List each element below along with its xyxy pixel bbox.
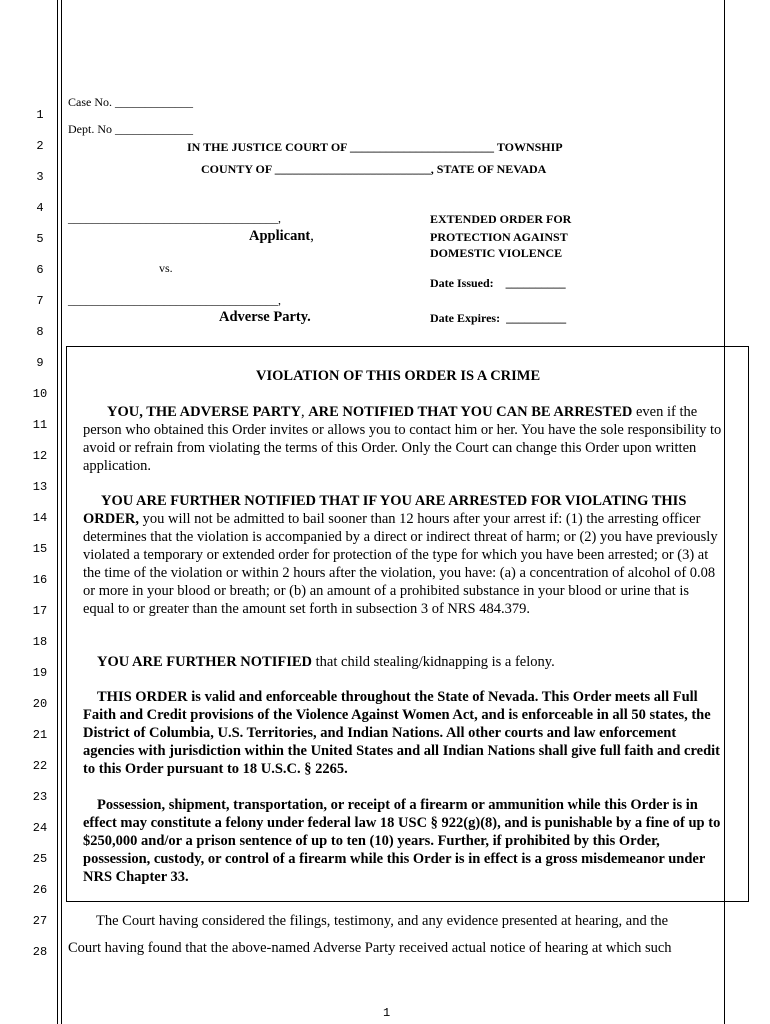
line-number: 23 [32,790,48,804]
line-number: 26 [32,883,48,897]
warning-paragraph-4 [83,688,723,778]
warning-paragraph-3 [83,653,723,671]
line-number: 9 [36,356,44,370]
warning-heading: VIOLATION OF THIS ORDER IS A CRIME [256,368,541,384]
warning-paragraph-1 [83,403,723,475]
p1-rest: even if the person who obtained this Order invites or allows you to contact him or her. You have the sole responsibility to avoid or refrain from violating the terms of this Order. Only the Court can change this Order upon written application. [83,404,722,474]
line-number: 2 [36,139,44,153]
page-number: 1 [383,1006,391,1020]
adverse-party-blank: ___________________________________, [68,293,281,307]
line-number: 10 [32,387,48,401]
line-number: 8 [36,325,44,339]
p3-bold: YOU ARE FURTHER NOTIFIED [97,654,313,670]
line-number: 4 [36,201,44,215]
line-number: 27 [32,914,48,928]
applicant-label-wrap [249,228,314,245]
line-number: 12 [32,449,48,463]
dept-number: Dept. No _____________ [68,122,193,136]
line-number: 24 [32,821,48,835]
line-number: 18 [32,635,48,649]
p1-comma: , [300,404,309,420]
applicant-blank: ___________________________________, [68,211,281,225]
line-number: 16 [32,573,48,587]
line-number: 25 [32,852,48,866]
p4-text: THIS ORDER is valid and enforceable throughout the State of Nevada. This Order meets all Full Faith and Credit provisions of the Violence Against Women Act, and is enforceable in all 50 states, the District of Columbia, U.S. Territories, and Indian Nations. All other courts and law enforcement agencies with jurisdiction within the United States and all Indian Nations shall give full faith and credit to this Order pursuant to 18 U.S.C. § 2265. [83,689,721,777]
line-number: 22 [32,759,48,773]
warning-paragraph-5 [83,796,723,886]
date-expires: Date Expires: __________ [430,311,567,325]
applicant-label: Applicant [249,228,311,244]
p2-bold: YOU ARE FURTHER NOTIFIED THAT IF YOU ARE ARRESTED FOR VIOLATING THIS ORDER, [83,493,687,527]
line-number: 1 [36,108,44,122]
order-title-line1: EXTENDED ORDER FOR [430,212,572,226]
p3-rest: that child stealing/kidnapping is a felony. [312,654,555,670]
court-line: IN THE JUSTICE COURT OF ________________________ TOWNSHIP [187,140,563,154]
p2-rest: you will not be admitted to bail sooner than 12 hours after your arrest if: (1) the arresting officer determines that the violation is accompanied by a direct or indirect threat of harm; or (2) you have previously violated a temporary or extended order for protection of the type for which you have been arrested; or (3) at the time of the violation or within 2 hours after the violation, you have: (a) a concentration of alcohol of 0.08 or more in your blood or breath; or (b) an amount of a prohibited substance in your blood or urine that is equal to or greater than the amount set forth in subsection 3 of NRS 484.379. [83,511,718,617]
line-number: 11 [32,418,48,432]
p1-bold-a: YOU, THE ADVERSE PARTY [107,404,301,420]
adverse-party-label: Adverse Party. [219,309,311,325]
line-number: 6 [36,263,44,277]
line-number: 20 [32,697,48,711]
applicant-comma: , [310,228,314,244]
versus: vs. [159,261,173,275]
p1-bold-b: ARE NOTIFIED THAT YOU CAN BE ARRESTED [308,404,633,420]
left-margin-rule-outer [57,0,58,1024]
warning-paragraph-2 [83,492,723,618]
county-line: COUNTY OF __________________________, STATE OF NEVADA [201,162,547,176]
order-title-line2: PROTECTION AGAINST [430,230,568,244]
order-title-line3: DOMESTIC VIOLENCE [430,246,563,260]
p5-text: Possession, shipment, transportation, or receipt of a firearm or ammunition while this Order is in effect may constitute a felony under federal law 18 USC § 922(g)(8), and is punishable by a fine of up to $250,000 and/or a prison sentence of up to ten (10) years. Further, if prohibited by this Order, possession, custody, or control of a firearm while this Order is in effect is a gross misdemeanor under NRS Chapter 33. [83,797,721,885]
line-number: 15 [32,542,48,556]
line-number: 19 [32,666,48,680]
line-number: 5 [36,232,44,246]
body-line-27: The Court having considered the filings, testimony, and any evidence presented at hearing, and the [96,913,669,929]
line-number: 13 [32,480,48,494]
line-number: 3 [36,170,44,184]
date-issued: Date Issued: __________ [430,276,566,290]
line-number: 14 [32,511,48,525]
case-number: Case No. _____________ [68,95,193,109]
left-margin-rule-inner [61,0,62,1024]
line-number: 21 [32,728,48,742]
line-number: 28 [32,945,48,959]
line-number: 7 [36,294,44,308]
line-number: 17 [32,604,48,618]
body-line-28: Court having found that the above-named Adverse Party received actual notice of hearing at which such [68,940,672,956]
